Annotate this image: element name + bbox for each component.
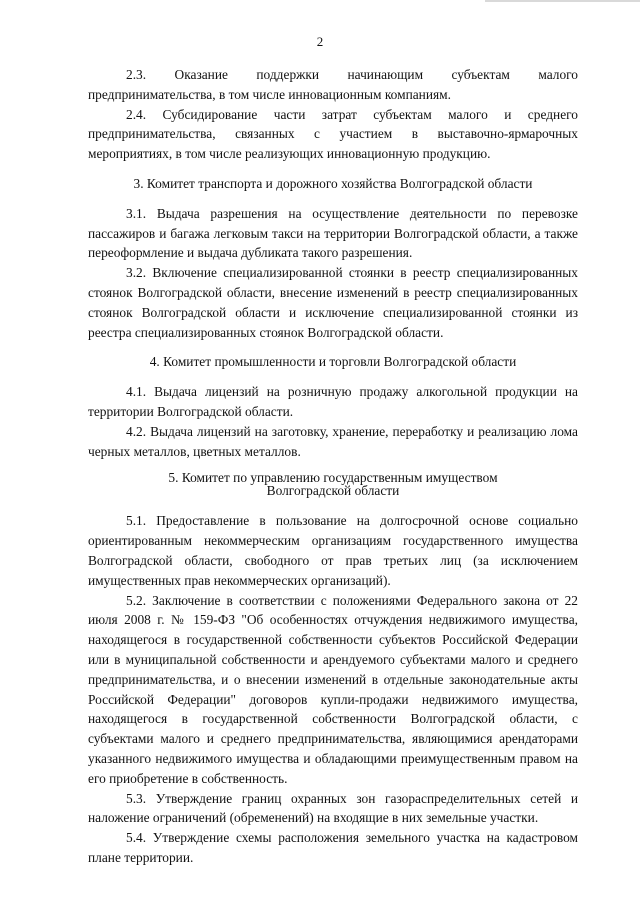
paragraph-4-2: 4.2. Выдача лицензий на заготовку, хранение, переработку и реализацию лома черных металлов, цветных металлов. bbox=[88, 423, 578, 459]
section-heading-5 bbox=[88, 471, 578, 497]
paragraph-5-2: 5.2. Заключение в соответствии с положениями Федерального закона от 22 июля 2008 г. № 159-ФЗ "Об особенностях отчуждения недвижимого имущества, находящегося в государственной собственности субъектов Российской Федерации или в муниципальной собственности и арендуемого субъектами малого и среднего предпринимательства, и о внесении изменений в отдельные законодательные акты Российской Федерации" договоров купли-продажи недвижимого имущества, находящегося в государственной собственности Волгоградской области, с субъектами малого и среднего предпринимательства, являющимися арендаторами указанного недвижимого имущества и обладающими преимущественным правом на его приобретение в собственность. bbox=[88, 592, 578, 786]
paragraph-4-1: 4.1. Выдача лицензий на розничную продажу алкогольной продукции на территории Волгоградской области. bbox=[88, 384, 578, 419]
section-heading-3: 3. Комитет транспорта и дорожного хозяйства Волгоградской области bbox=[133, 175, 533, 191]
section-heading-5-line-1: 5. Комитет по управлению государственным имуществом bbox=[168, 470, 498, 486]
paragraph-3-2: 3.2. Включение специализированной стоянки в реестр специализированных стоянок Волгоградской области, внесение изменений в реестр специализированных стоянок Волгоградской области и исключение специализированной стоянки из реестра специализированных стоянок Волгоградской области. bbox=[88, 265, 578, 340]
top-edge-line bbox=[485, 0, 640, 2]
document-body bbox=[88, 65, 578, 868]
paragraph-2-3: 2.3. Оказание поддержки начинающим субъектам малого предпринимательства, в том числе инновационным компаниям. bbox=[88, 67, 578, 102]
paragraph-5-4: 5.4. Утверждение схемы расположения земельного участка на кадастровом плане территории. bbox=[88, 830, 578, 865]
page-number: 2 bbox=[316, 34, 324, 49]
paragraph-2-4: 2.4. Субсидирование части затрат субъектам малого и среднего предпринимательства, связанных с участием в выставочно-ярмарочных мероприятиях, в том числе реализующих инновационную продукцию. bbox=[88, 106, 578, 162]
paragraph-5-1: 5.1. Предоставление в пользование на долгосрочной основе социально ориентированным некоммерческим организациям государственного имущества Волгоградской области, свободного от прав третьих лиц (за исключением имущественных прав некоммерческих организаций). bbox=[88, 513, 578, 588]
paragraph-3-1: 3.1. Выдача разрешения на осуществление деятельности по перевозке пассажиров и багажа легковым такси на территории Волгоградской области, а также переоформление и выдача дубликата такого разрешения. bbox=[88, 205, 578, 261]
section-heading-5-line-2: Волгоградской области bbox=[266, 483, 400, 499]
section-heading-4: 4. Комитет промышленности и торговли Волгоградской области bbox=[149, 354, 517, 370]
paragraph-5-3: 5.3. Утверждение границ охранных зон газораспределительных сетей и наложение ограничений (обременений) на входящие в них земельные участки. bbox=[88, 790, 578, 826]
